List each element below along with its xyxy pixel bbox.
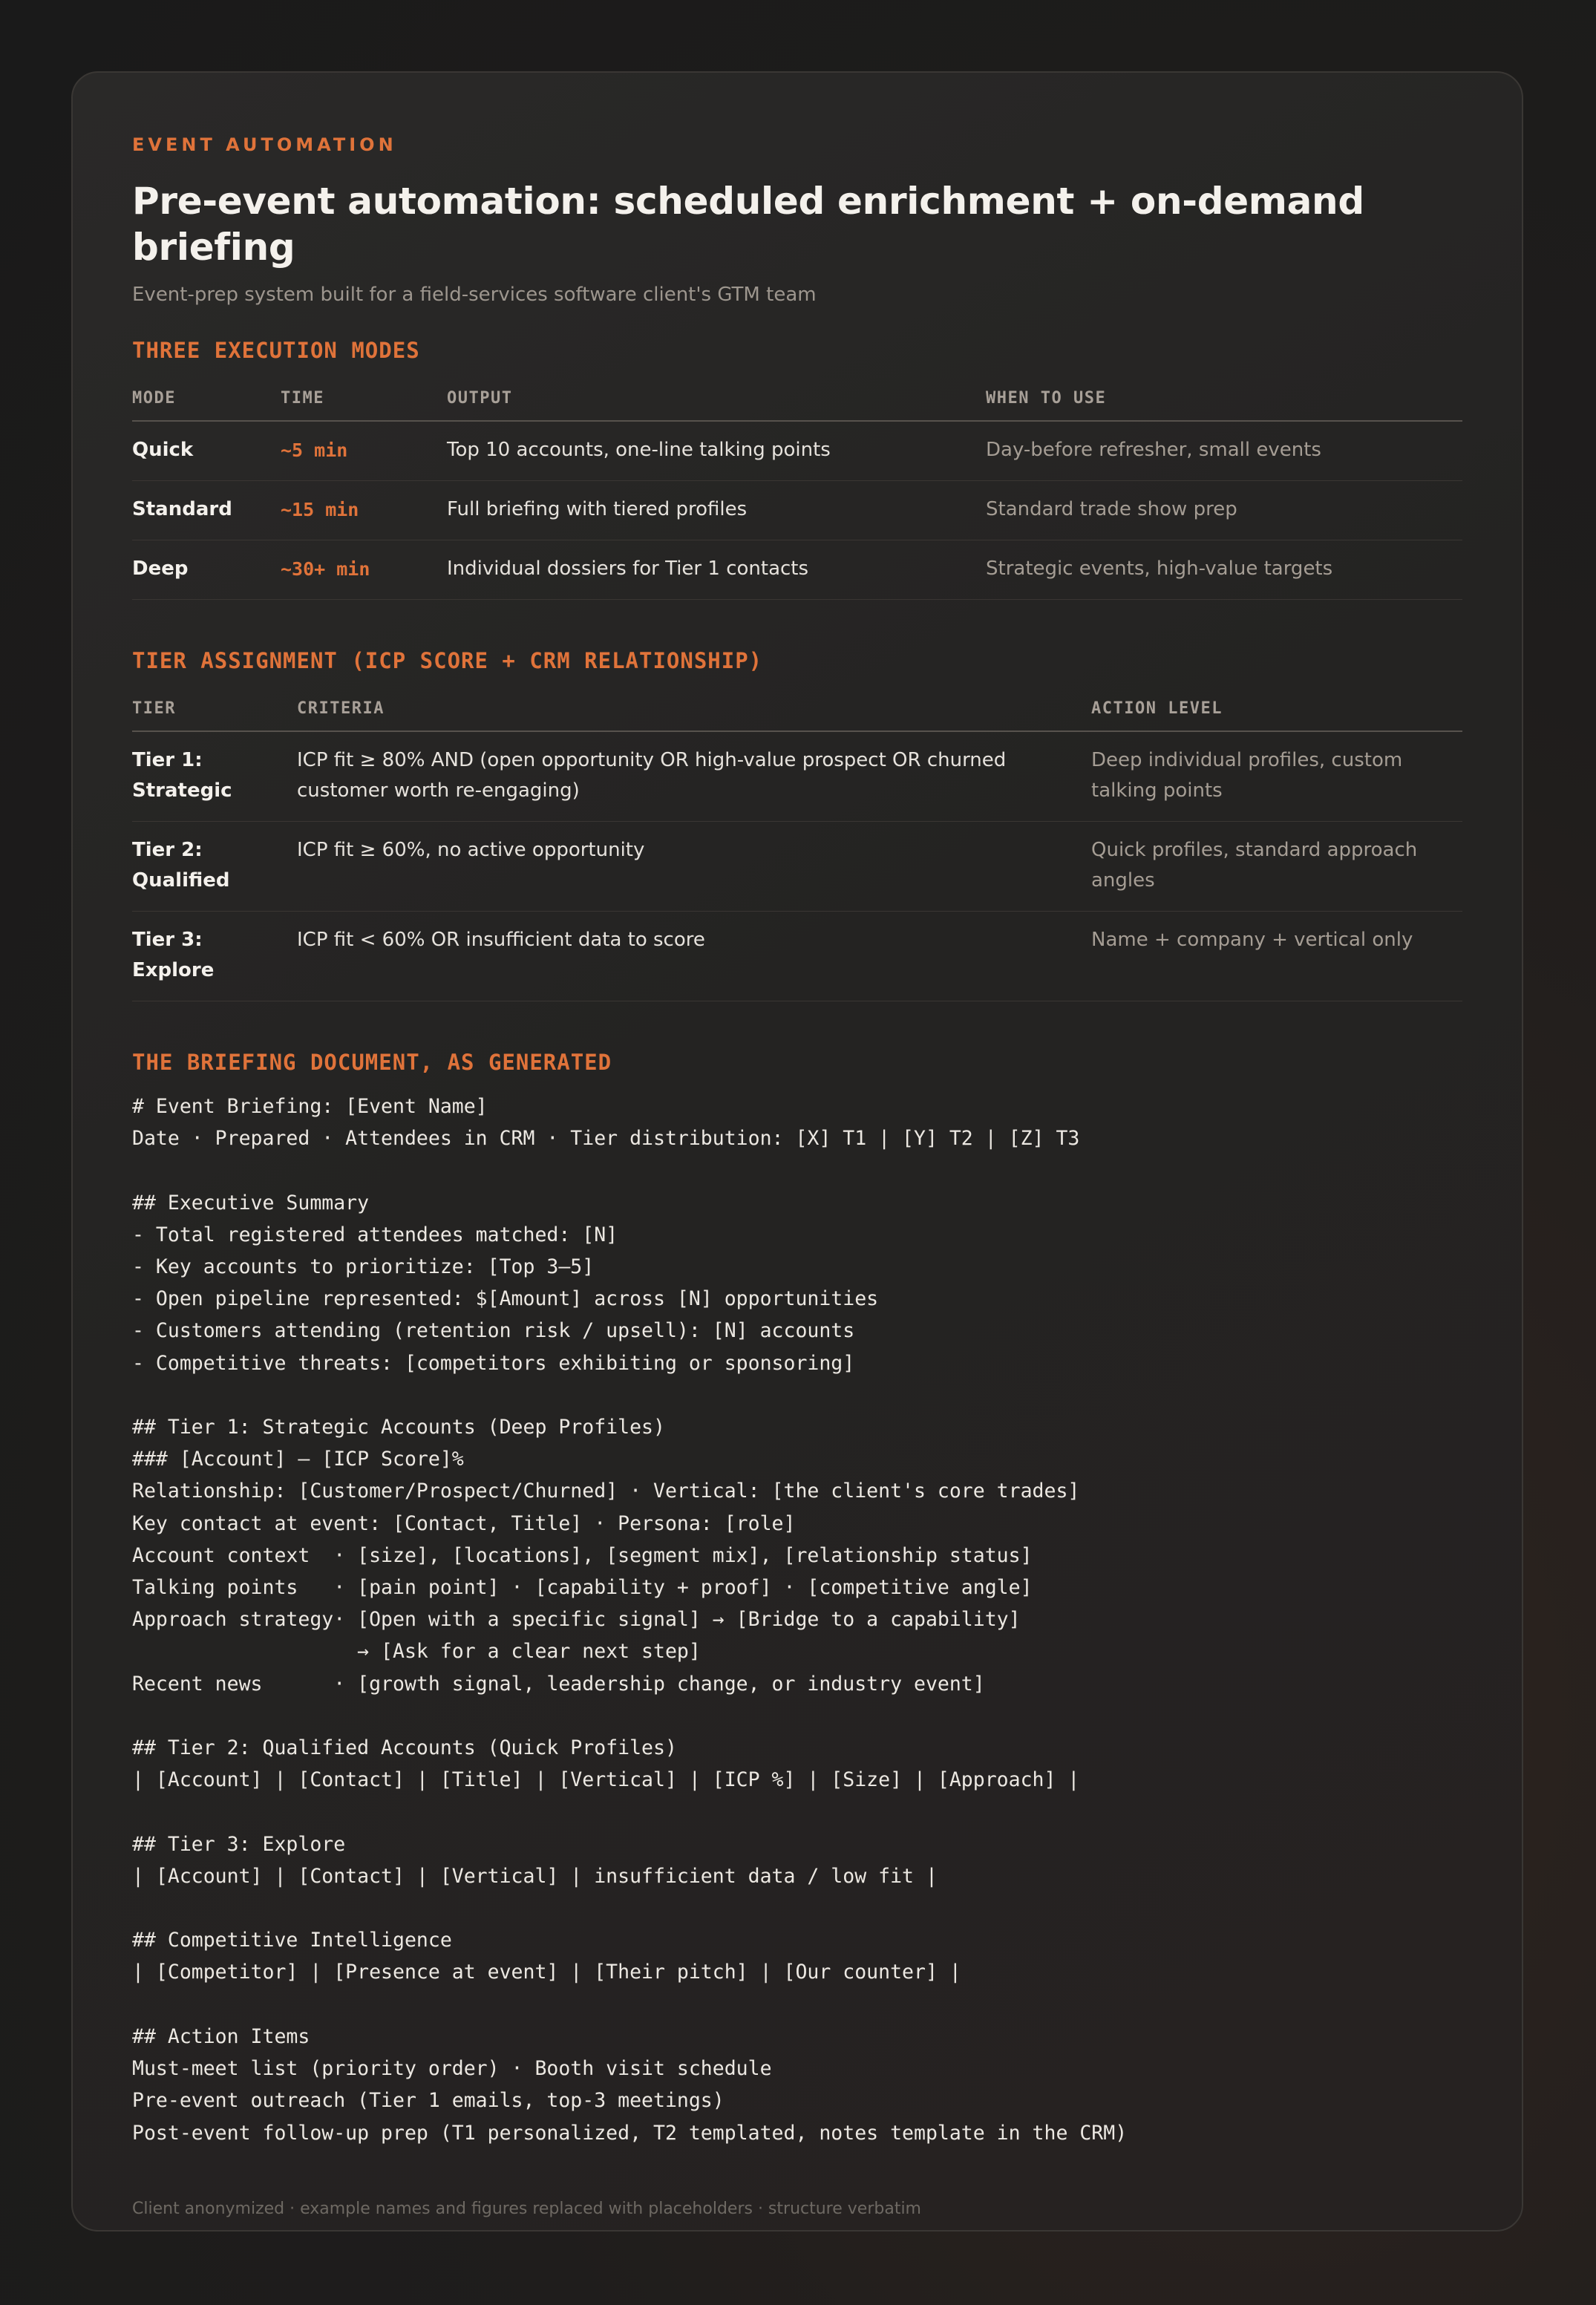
briefing-document (132, 1091, 1462, 2149)
briefing-line: ## Action Items (132, 2024, 310, 2048)
column-header-output: OUTPUT (447, 388, 986, 421)
tier-name: Tier 3: Explore (132, 912, 297, 1001)
briefing-line: - Open pipeline represented: $[Amount] across [N] opportunities (132, 1287, 879, 1311)
briefing-line: ## Tier 2: Qualified Accounts (Quick Profiles) (132, 1736, 677, 1760)
briefing-line: Pre-event outreach (Tier 1 emails, top-3 meetings) (132, 2089, 725, 2113)
briefing-line: ### [Account] — [ICP Score]% (132, 1448, 464, 1471)
briefing-line: Recent news · [growth signal, leadership change, or industry event] (132, 1672, 985, 1696)
briefing-line: | [Competitor] | [Presence at event] | [Their pitch] | [Our counter] | (132, 1961, 961, 1984)
tier-action: Quick profiles, standard approach angles (1091, 822, 1462, 912)
briefing-line: Key contact at event: [Contact, Title] · Persona: [role] (132, 1511, 796, 1535)
tier-criteria: ICP fit < 60% OR insufficient data to score (297, 912, 1091, 1001)
briefing-section (132, 1049, 1462, 2149)
tier-action: Name + company + vertical only (1091, 912, 1462, 1001)
mode-when: Day-before refresher, small events (986, 421, 1462, 481)
mode-when: Standard trade show prep (986, 481, 1462, 540)
mode-name: Standard (132, 481, 281, 540)
modes-section (132, 337, 1462, 600)
briefing-line: ## Tier 1: Strategic Accounts (Deep Profiles) (132, 1416, 665, 1439)
briefing-section-title: THE BRIEFING DOCUMENT, AS GENERATED (132, 1050, 612, 1075)
mode-output: Full briefing with tiered profiles (447, 481, 986, 540)
tier-name: Tier 2: Qualified (132, 822, 297, 912)
column-header-action: ACTION LEVEL (1091, 698, 1462, 731)
modes-table (132, 388, 1462, 600)
briefing-line: Must-meet list (priority order) · Booth visit schedule (132, 2057, 772, 2081)
column-header-time: TIME (281, 388, 447, 421)
mode-output: Individual dossiers for Tier 1 contacts (447, 540, 986, 600)
mode-name: Deep (132, 540, 281, 600)
modes-header-row (132, 388, 1462, 421)
tier-name: Tier 1: Strategic (132, 731, 297, 822)
briefing-line (132, 1796, 1462, 1828)
briefing-line: - Total registered attendees matched: [N] (132, 1223, 618, 1246)
briefing-line: Approach strategy· [Open with a specific signal] → [Bridge to a capability] (132, 1608, 1021, 1632)
footer-note: Client anonymized · example names and figures replaced with placeholders · structure verbatim (132, 2199, 921, 2218)
table-row (132, 822, 1462, 912)
column-header-mode: MODE (132, 388, 281, 421)
mode-name: Quick (132, 421, 281, 481)
briefing-line (132, 1379, 1462, 1411)
eyebrow-label: EVENT AUTOMATION (132, 134, 397, 155)
mode-time: ~5 min (281, 421, 447, 481)
briefing-line: → [Ask for a clear next step] (132, 1640, 701, 1664)
briefing-line (132, 1989, 1462, 2021)
column-header-tier: TIER (132, 698, 297, 731)
briefing-line: | [Account] | [Contact] | [Vertical] | insufficient data / low fit | (132, 1864, 938, 1888)
column-header-when: WHEN TO USE (986, 388, 1462, 421)
table-row (132, 912, 1462, 1001)
briefing-line (132, 1700, 1462, 1732)
tiers-header-row (132, 698, 1462, 731)
briefing-line: Date · Prepared · Attendees in CRM · Tier distribution: [X] T1 | [Y] T2 | [Z] T3 (132, 1127, 1080, 1151)
briefing-line (132, 1154, 1462, 1186)
mode-time: ~30+ min (281, 540, 447, 600)
briefing-line: # Event Briefing: [Event Name] (132, 1095, 488, 1118)
table-row (132, 731, 1462, 822)
briefing-line: - Customers attending (retention risk / upsell): [N] accounts (132, 1319, 855, 1343)
briefing-line: ## Executive Summary (132, 1191, 370, 1214)
briefing-line: Post-event follow-up prep (T1 personalized, T2 templated, notes template in the CRM) (132, 2121, 1128, 2145)
tier-action: Deep individual profiles, custom talking points (1091, 731, 1462, 822)
tiers-section-title: TIER ASSIGNMENT (ICP SCORE + CRM RELATIONSHIP) (132, 648, 763, 673)
briefing-line: - Key accounts to prioritize: [Top 3–5] (132, 1255, 595, 1279)
tier-criteria: ICP fit ≥ 60%, no active opportunity (297, 822, 1091, 912)
briefing-line: ## Tier 3: Explore (132, 1832, 346, 1856)
briefing-line: ## Competitive Intelligence (132, 1929, 452, 1952)
column-header-criteria: CRITERIA (297, 698, 1091, 731)
briefing-line: | [Account] | [Contact] | [Title] | [Vertical] | [ICP %] | [Size] | [Approach] | (132, 1768, 1080, 1792)
mode-output: Top 10 accounts, one-line talking points (447, 421, 986, 481)
briefing-line: Account context · [size], [locations], [segment mix], [relationship status] (132, 1543, 1033, 1567)
page-title: Pre-event automation: scheduled enrichment + on-demand briefing (132, 180, 1364, 269)
page-subtitle: Event-prep system built for a field-services software client's GTM team (132, 284, 817, 306)
briefing-line: Relationship: [Customer/Prospect/Churned] · Vertical: [the client's core trades] (132, 1480, 1080, 1503)
table-row (132, 540, 1462, 600)
table-row (132, 481, 1462, 540)
briefing-line: - Competitive threats: [competitors exhibiting or sponsoring] (132, 1351, 855, 1375)
mode-when: Strategic events, high-value targets (986, 540, 1462, 600)
briefing-line (132, 1892, 1462, 1924)
modes-section-title: THREE EXECUTION MODES (132, 338, 420, 363)
mode-time: ~15 min (281, 481, 447, 540)
table-row (132, 421, 1462, 481)
briefing-line: Talking points · [pain point] · [capability + proof] · [competitive angle] (132, 1576, 1033, 1600)
tier-criteria: ICP fit ≥ 80% AND (open opportunity OR high-value prospect OR churned customer worth re-engaging) (297, 731, 1091, 822)
content-card (71, 71, 1523, 2232)
tiers-section (132, 647, 1462, 1001)
tiers-table (132, 698, 1462, 1001)
